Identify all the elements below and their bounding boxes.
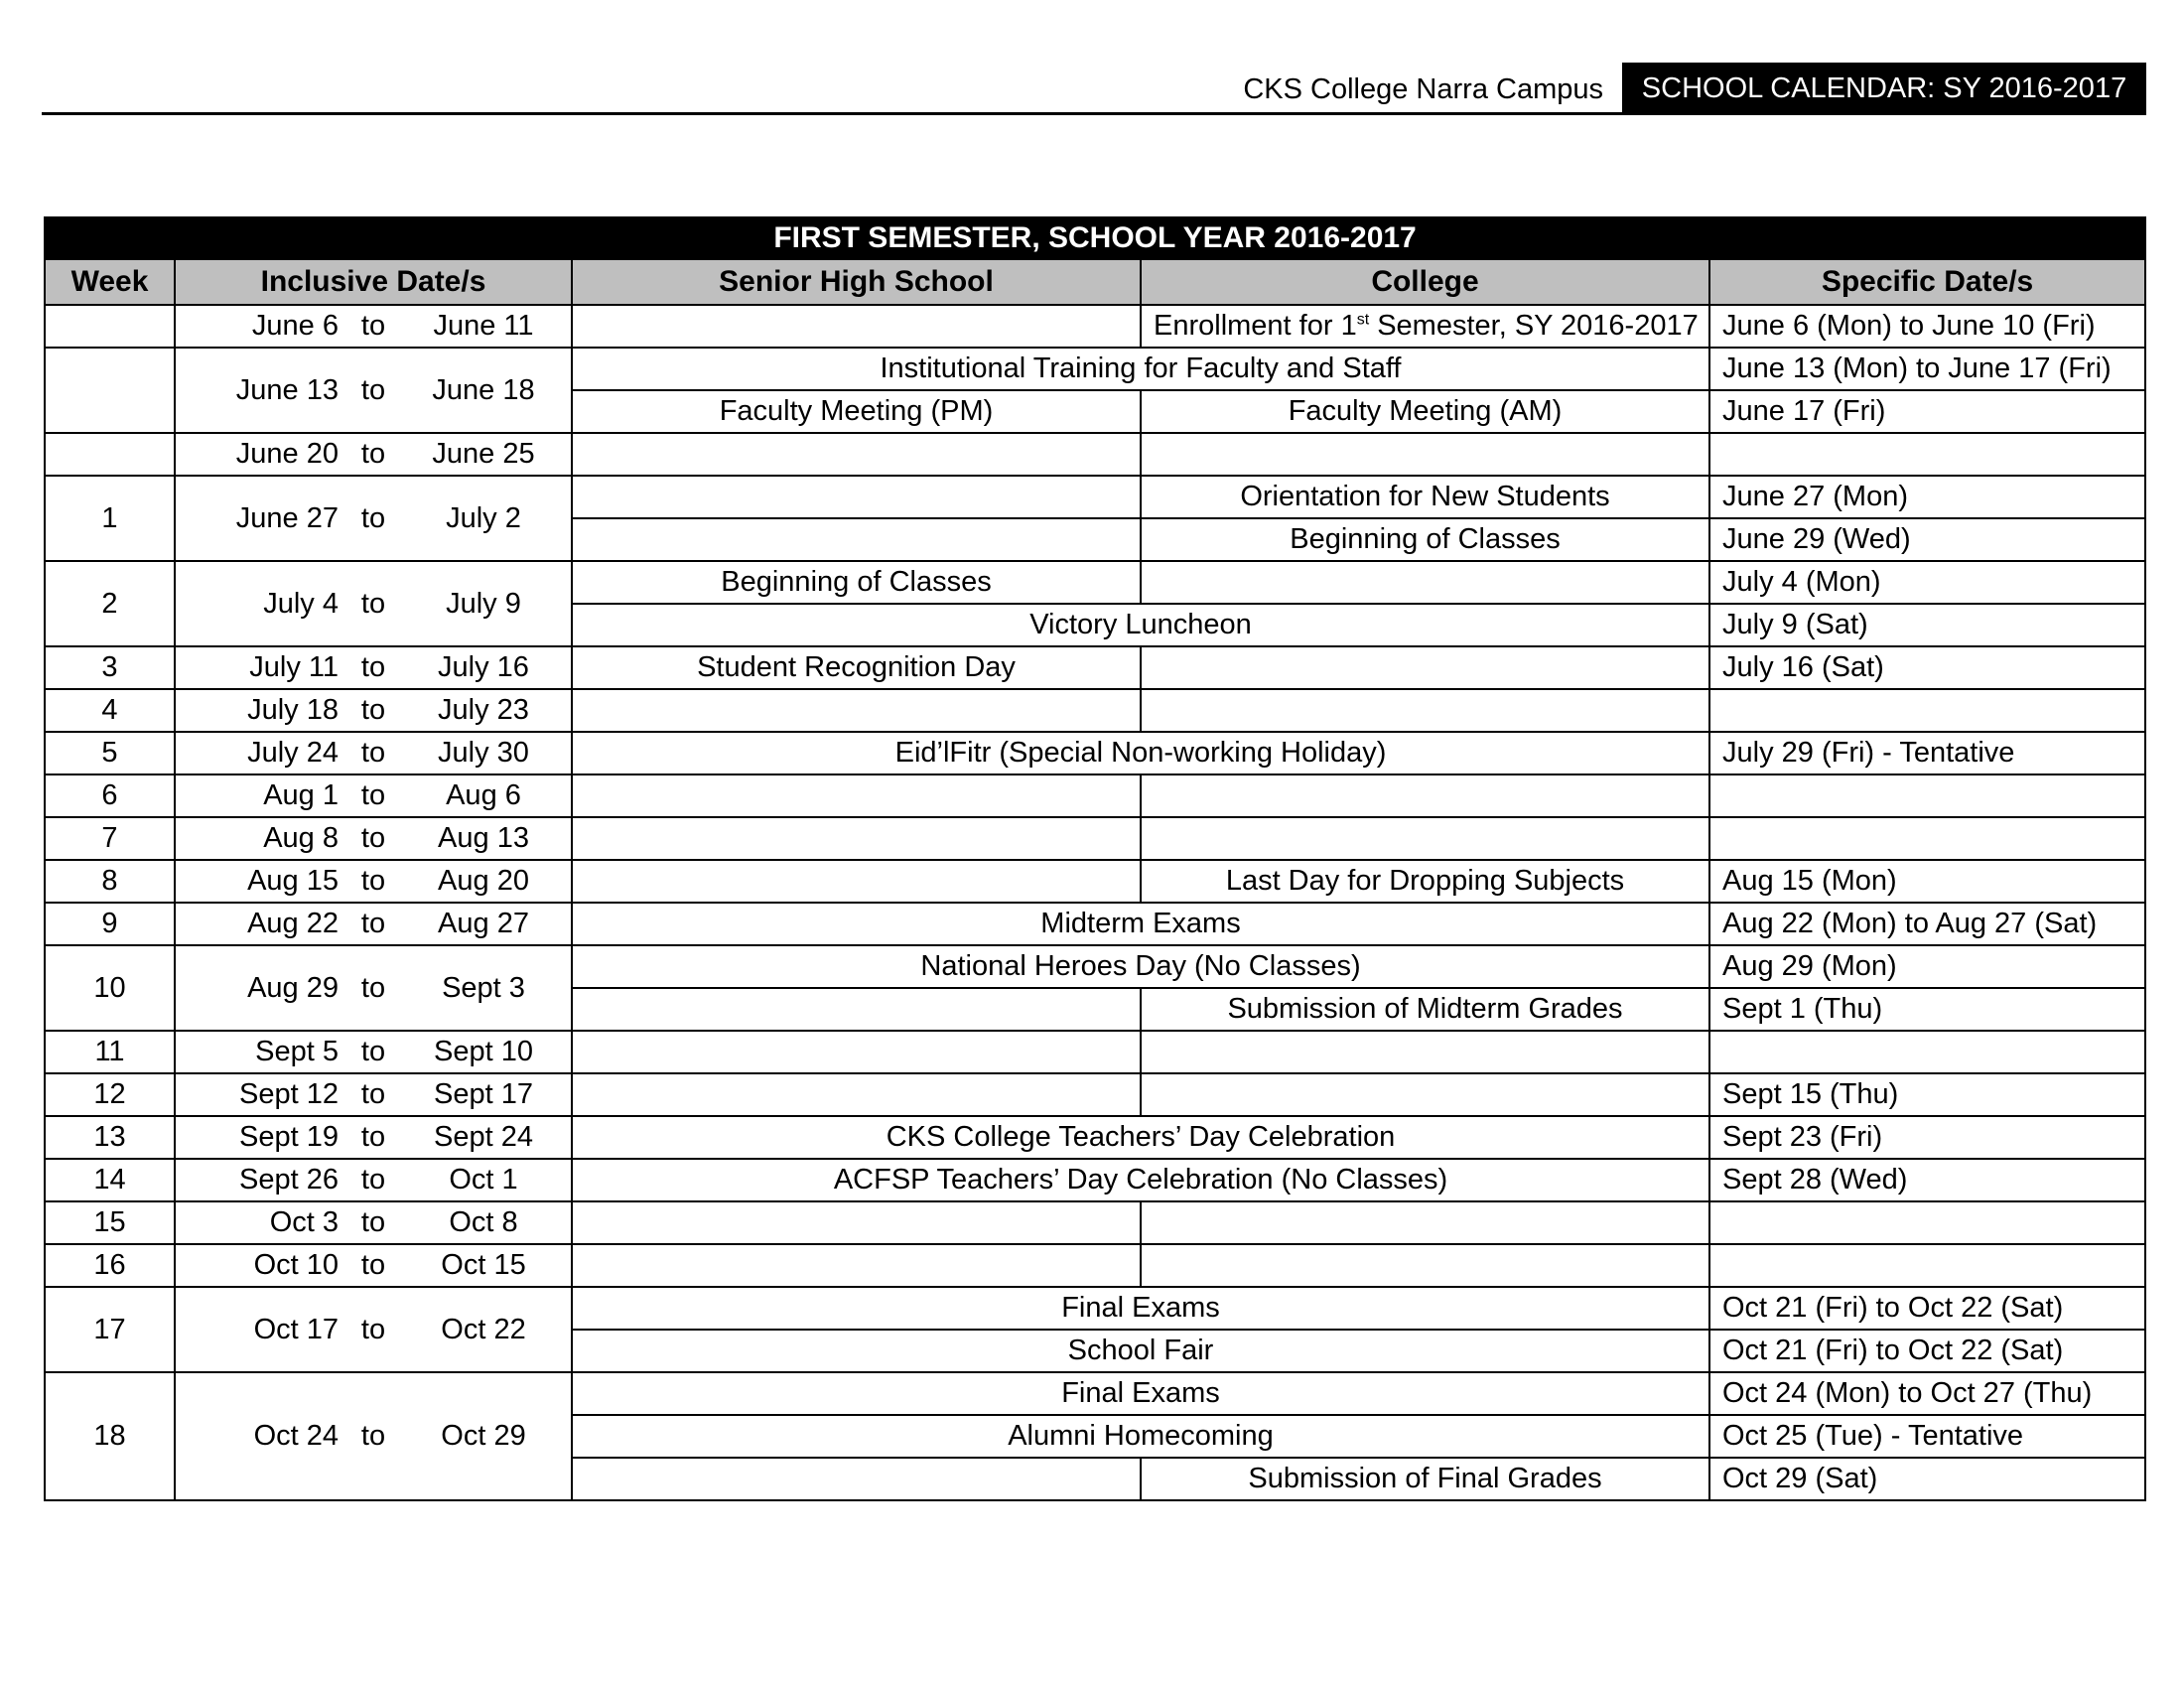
specific-date: July 16 (Sat)	[1709, 646, 2145, 689]
inclusive-dates	[175, 689, 572, 732]
event-senior-high	[572, 1031, 1141, 1073]
specific-date: Oct 24 (Mon) to Oct 27 (Thu)	[1709, 1372, 2145, 1415]
calendar-row	[45, 1244, 2145, 1287]
specific-date	[1709, 1201, 2145, 1244]
calendar-row	[45, 561, 2145, 604]
calendar-row	[45, 1287, 2145, 1330]
inclusive-dates	[175, 1031, 572, 1073]
week-number: 11	[45, 1031, 175, 1073]
date-to: Oct 1	[449, 1164, 518, 1196]
event-college	[1141, 305, 1709, 348]
date-to: Sept 17	[434, 1078, 533, 1110]
week-number: 2	[45, 561, 175, 646]
date-to: Oct 8	[449, 1206, 518, 1238]
inclusive-dates	[175, 860, 572, 903]
calendar-row	[45, 817, 2145, 860]
event-senior-high	[572, 433, 1141, 476]
event-college-text: Submission of Final Grades	[1248, 1463, 1602, 1494]
specific-date	[1709, 433, 2145, 476]
event-senior-high: Student Recognition Day	[572, 646, 1141, 689]
event-both: Midterm Exams	[572, 903, 1709, 945]
event-both: Institutional Training for Faculty and Staff	[572, 348, 1709, 390]
week-number: 5	[45, 732, 175, 774]
date-from: Oct 3	[269, 1206, 339, 1238]
date-from: July 4	[263, 587, 339, 620]
date-from: July 18	[247, 694, 339, 726]
specific-date: June 29 (Wed)	[1709, 518, 2145, 561]
specific-date: June 27 (Mon)	[1709, 476, 2145, 518]
date-to: Sept 10	[434, 1036, 533, 1067]
event-college	[1141, 689, 1709, 732]
event-college	[1141, 433, 1709, 476]
date-to-word: to	[360, 1036, 386, 1067]
event-both: School Fair	[572, 1330, 1709, 1372]
event-college	[1141, 817, 1709, 860]
campus-name: CKS College Narra Campus	[1243, 73, 1603, 105]
date-to: Oct 15	[441, 1249, 526, 1281]
date-to: Aug 27	[438, 908, 529, 939]
calendar-row	[45, 1031, 2145, 1073]
calendar-row	[45, 860, 2145, 903]
event-college	[1141, 561, 1709, 604]
event-college-text-after: Semester, SY 2016-2017	[1369, 310, 1699, 342]
specific-date: July 29 (Fri) - Tentative	[1709, 732, 2145, 774]
inclusive-dates	[175, 1159, 572, 1201]
header-rule	[42, 112, 2146, 115]
date-to-word: to	[360, 373, 386, 406]
event-both: CKS College Teachers’ Day Celebration	[572, 1116, 1709, 1159]
date-to: June 18	[432, 373, 535, 406]
date-to: Oct 29	[441, 1420, 526, 1452]
col-header-specific-dates: Specific Date/s	[1709, 259, 2145, 305]
event-senior-high	[572, 860, 1141, 903]
inclusive-dates	[175, 945, 572, 1031]
date-to-word: to	[360, 438, 386, 470]
date-from: Sept 19	[239, 1121, 339, 1153]
calendar-row	[45, 1116, 2145, 1159]
col-header-week: Week	[45, 259, 175, 305]
date-to-word: to	[360, 1249, 386, 1281]
event-senior-high: Beginning of Classes	[572, 561, 1141, 604]
event-senior-high	[572, 774, 1141, 817]
date-from: Sept 26	[239, 1164, 339, 1196]
specific-date: June 13 (Mon) to June 17 (Fri)	[1709, 348, 2145, 390]
col-header-inclusive-dates: Inclusive Date/s	[175, 259, 572, 305]
event-college	[1141, 518, 1709, 561]
calendar-row	[45, 1159, 2145, 1201]
event-college-text: Last Day for Dropping Subjects	[1225, 865, 1625, 897]
event-senior-high	[572, 476, 1141, 518]
calendar-row	[45, 689, 2145, 732]
calendar-row	[45, 732, 2145, 774]
date-from: July 11	[249, 651, 339, 683]
event-senior-high	[572, 1201, 1141, 1244]
date-to-word: to	[360, 501, 386, 534]
event-senior-high	[572, 689, 1141, 732]
week-number: 8	[45, 860, 175, 903]
event-college-text: Beginning of Classes	[1290, 523, 1561, 555]
event-college	[1141, 860, 1709, 903]
date-to-word: to	[360, 1121, 386, 1153]
calendar-row	[45, 945, 2145, 988]
event-both: Victory Luncheon	[572, 604, 1709, 646]
event-both: National Heroes Day (No Classes)	[572, 945, 1709, 988]
calendar-row	[45, 774, 2145, 817]
date-to: July 2	[446, 501, 521, 534]
date-to: July 16	[438, 651, 529, 683]
week-number: 17	[45, 1287, 175, 1372]
specific-date	[1709, 817, 2145, 860]
inclusive-dates	[175, 1073, 572, 1116]
date-to: July 23	[438, 694, 529, 726]
event-college-text: Faculty Meeting (AM)	[1288, 395, 1563, 427]
event-college	[1141, 1201, 1709, 1244]
calendar-row	[45, 476, 2145, 518]
date-to-word: to	[360, 310, 386, 342]
event-both: ACFSP Teachers’ Day Celebration (No Classes)	[572, 1159, 1709, 1201]
date-from: June 20	[235, 438, 339, 470]
col-header-senior-high-school: Senior High School	[572, 259, 1141, 305]
event-college-text: Submission of Midterm Grades	[1227, 993, 1623, 1025]
event-college	[1141, 1031, 1709, 1073]
inclusive-dates	[175, 1372, 572, 1500]
week-number	[45, 433, 175, 476]
event-college	[1141, 774, 1709, 817]
inclusive-dates	[175, 817, 572, 860]
date-from: Aug 15	[247, 865, 339, 897]
event-senior-high	[572, 305, 1141, 348]
calendar-row	[45, 1372, 2145, 1415]
specific-date	[1709, 1031, 2145, 1073]
calendar-table	[44, 216, 2146, 1501]
calendar-row	[45, 433, 2145, 476]
specific-date	[1709, 689, 2145, 732]
date-to-word: to	[360, 1206, 386, 1238]
date-from: Aug 1	[263, 779, 339, 811]
week-number: 12	[45, 1073, 175, 1116]
event-college	[1141, 390, 1709, 433]
event-college	[1141, 1073, 1709, 1116]
date-to-word: to	[360, 908, 386, 939]
date-to-word: to	[360, 737, 386, 769]
specific-date: Sept 1 (Thu)	[1709, 988, 2145, 1031]
inclusive-dates	[175, 305, 572, 348]
calendar-body	[45, 305, 2145, 1500]
event-both: Final Exams	[572, 1287, 1709, 1330]
date-to-word: to	[360, 651, 386, 683]
date-to: June 25	[432, 438, 535, 470]
date-to: June 11	[433, 310, 534, 342]
week-number: 1	[45, 476, 175, 561]
calendar-row	[45, 903, 2145, 945]
inclusive-dates	[175, 732, 572, 774]
date-to-word: to	[360, 1164, 386, 1196]
date-from: July 24	[247, 737, 339, 769]
specific-date: Aug 22 (Mon) to Aug 27 (Sat)	[1709, 903, 2145, 945]
event-senior-high	[572, 988, 1141, 1031]
specific-date: Sept 28 (Wed)	[1709, 1159, 2145, 1201]
date-from: Oct 24	[253, 1420, 339, 1452]
inclusive-dates	[175, 433, 572, 476]
specific-date: Aug 15 (Mon)	[1709, 860, 2145, 903]
date-to-word: to	[360, 865, 386, 897]
calendar-row	[45, 305, 2145, 348]
date-from: June 13	[235, 373, 339, 406]
date-to: Sept 3	[442, 971, 525, 1004]
date-to-word: to	[360, 694, 386, 726]
specific-date: Aug 29 (Mon)	[1709, 945, 2145, 988]
col-header-college: College	[1141, 259, 1709, 305]
event-both: Alumni Homecoming	[572, 1415, 1709, 1458]
date-to-word: to	[360, 822, 386, 854]
date-to-word: to	[360, 1313, 386, 1345]
date-to-word: to	[360, 779, 386, 811]
date-to: Oct 22	[441, 1313, 526, 1345]
date-to-word: to	[360, 1078, 386, 1110]
inclusive-dates	[175, 774, 572, 817]
calendar-row	[45, 1073, 2145, 1116]
event-both: Final Exams	[572, 1372, 1709, 1415]
date-from: Aug 29	[247, 971, 339, 1004]
specific-date: July 4 (Mon)	[1709, 561, 2145, 604]
calendar-row	[45, 646, 2145, 689]
calendar-row	[45, 348, 2145, 390]
inclusive-dates	[175, 646, 572, 689]
date-to-word: to	[360, 971, 386, 1004]
specific-date	[1709, 774, 2145, 817]
specific-date: Oct 29 (Sat)	[1709, 1458, 2145, 1500]
calendar-label: SCHOOL CALENDAR: SY 2016-2017	[1622, 63, 2146, 115]
event-college	[1141, 646, 1709, 689]
date-from: June 6	[251, 310, 339, 342]
event-senior-high	[572, 1073, 1141, 1116]
date-to: Aug 6	[446, 779, 521, 811]
event-college-text: Enrollment for 1	[1154, 310, 1357, 342]
inclusive-dates	[175, 1201, 572, 1244]
date-to-word: to	[360, 1420, 386, 1452]
event-senior-high	[572, 817, 1141, 860]
event-senior-high: Faculty Meeting (PM)	[572, 390, 1141, 433]
inclusive-dates	[175, 1116, 572, 1159]
event-college	[1141, 1458, 1709, 1500]
date-from: June 27	[235, 501, 339, 534]
date-from: Aug 22	[247, 908, 339, 939]
specific-date: July 9 (Sat)	[1709, 604, 2145, 646]
specific-date: June 6 (Mon) to June 10 (Fri)	[1709, 305, 2145, 348]
specific-date: June 17 (Fri)	[1709, 390, 2145, 433]
week-number: 14	[45, 1159, 175, 1201]
specific-date: Oct 21 (Fri) to Oct 22 (Sat)	[1709, 1287, 2145, 1330]
date-from: Aug 8	[263, 822, 339, 854]
week-number: 16	[45, 1244, 175, 1287]
inclusive-dates	[175, 348, 572, 433]
specific-date: Oct 21 (Fri) to Oct 22 (Sat)	[1709, 1330, 2145, 1372]
week-number: 15	[45, 1201, 175, 1244]
specific-date: Sept 23 (Fri)	[1709, 1116, 2145, 1159]
week-number: 6	[45, 774, 175, 817]
week-number	[45, 348, 175, 433]
week-number: 4	[45, 689, 175, 732]
date-from: Sept 12	[239, 1078, 339, 1110]
date-from: Oct 10	[253, 1249, 339, 1281]
inclusive-dates	[175, 1244, 572, 1287]
specific-date: Oct 25 (Tue) - Tentative	[1709, 1415, 2145, 1458]
specific-date: Sept 15 (Thu)	[1709, 1073, 2145, 1116]
date-to: Sept 24	[434, 1121, 533, 1153]
date-to: Aug 13	[438, 822, 529, 854]
inclusive-dates	[175, 476, 572, 561]
specific-date	[1709, 1244, 2145, 1287]
date-to-word: to	[360, 587, 386, 620]
week-number: 9	[45, 903, 175, 945]
event-college	[1141, 476, 1709, 518]
event-college	[1141, 1244, 1709, 1287]
week-number: 13	[45, 1116, 175, 1159]
date-to: July 9	[446, 587, 521, 620]
date-to: Aug 20	[438, 865, 529, 897]
week-number: 10	[45, 945, 175, 1031]
event-college-text: Orientation for New Students	[1240, 481, 1610, 512]
date-to: July 30	[438, 737, 529, 769]
week-number	[45, 305, 175, 348]
semester-title: FIRST SEMESTER, SCHOOL YEAR 2016-2017	[45, 217, 2145, 259]
event-senior-high	[572, 518, 1141, 561]
inclusive-dates	[175, 1287, 572, 1372]
event-senior-high	[572, 1244, 1141, 1287]
calendar-row	[45, 1201, 2145, 1244]
date-from: Oct 17	[253, 1313, 339, 1345]
date-from: Sept 5	[255, 1036, 339, 1067]
inclusive-dates	[175, 561, 572, 646]
event-college-superscript: st	[1356, 311, 1370, 329]
event-college	[1141, 988, 1709, 1031]
event-both: Eid’lFitr (Special Non-working Holiday)	[572, 732, 1709, 774]
inclusive-dates	[175, 903, 572, 945]
week-number: 18	[45, 1372, 175, 1500]
event-senior-high	[572, 1458, 1141, 1500]
week-number: 7	[45, 817, 175, 860]
week-number: 3	[45, 646, 175, 689]
